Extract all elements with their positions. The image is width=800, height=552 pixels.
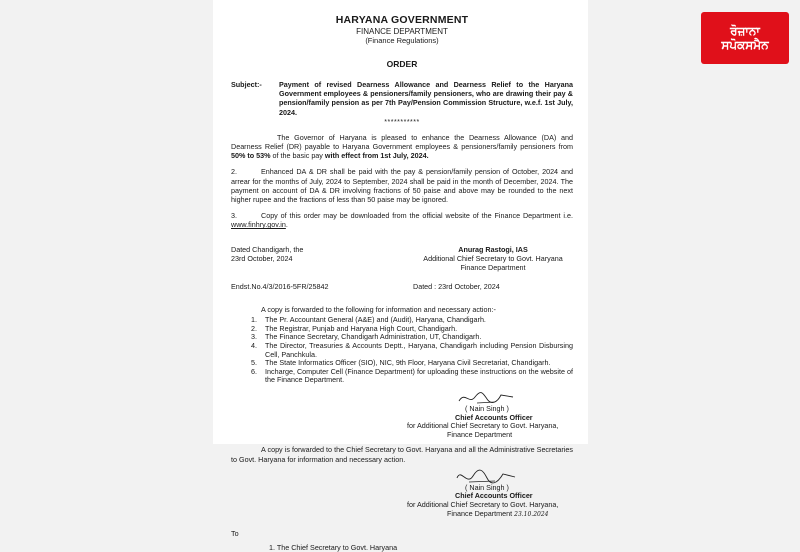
- officer-2-line-2: [407, 510, 573, 520]
- department-title: FINANCE DEPARTMENT: [356, 27, 448, 36]
- officer-block-2: [407, 468, 573, 519]
- officer-2-title: Chief Accounts Officer: [455, 491, 533, 501]
- list-item-number: 4.: [251, 341, 257, 351]
- list-item-number: 2.: [251, 323, 257, 333]
- list-item-number: 3.: [251, 332, 257, 342]
- government-title: HARYANA GOVERNMENT: [335, 14, 469, 26]
- dated-line-1: Dated Chandigarh, the: [231, 244, 304, 254]
- paragraph-1: [231, 133, 573, 161]
- p2-text: Enhanced DA & DR shall be paid with the pay & pension/family pension of October, 2024 and arrear for the months of July, 2024 to September, 2024 shall be paid in the month of December, 2024. The payment on account of DA & DR involving fractions of 50 paise and above may be rounded to the next higher rupee and the fractions of less than 50 paise may be ignored.: [231, 167, 573, 205]
- signatory-designation: Additional Chief Secretary to Govt. Haryana: [423, 253, 563, 263]
- document-body: [231, 0, 573, 552]
- list-item: [231, 342, 573, 359]
- logo-line-2: ਸਪੋਕਸਮੈਨ: [721, 38, 769, 52]
- list-item-text: The Finance Secretary, Chandigarh Administration, UT, Chandigarh.: [265, 332, 482, 342]
- p1-start: The Governor of Haryana is pleased to enhance the Dearness Allowance (DA) and Dearness Relief (DR) payable to Haryana Government employees & pensioners/family pensioners from: [231, 132, 573, 152]
- list-item-text: The Director, Treasuries & Accounts Deptt., Haryana, Chandigarh including Pension Disbursing Cell, Panchkula.: [265, 341, 573, 359]
- officer-1-title: Chief Accounts Officer: [455, 412, 533, 422]
- to-label: To: [231, 529, 239, 539]
- list-item: [231, 368, 573, 385]
- signatory-block: [413, 245, 573, 273]
- copy-intro: A copy is forwarded to the following for information and necessary action:-: [261, 305, 496, 315]
- officer-2-name: ( Nain Singh ): [465, 482, 509, 492]
- handwritten-signature-1: [407, 389, 573, 405]
- signatory-dept: Finance Department: [460, 263, 526, 273]
- subject-block: [231, 80, 573, 117]
- signature-icon: [457, 389, 517, 407]
- p3-number: 3.: [231, 211, 237, 221]
- paragraph-3: [231, 211, 573, 229]
- document-page: [213, 0, 588, 552]
- dated-line-2: 23rd October, 2024: [231, 253, 293, 263]
- subject-text: Payment of revised Dearness Allowance and Dearness Relief to the Haryana Government employees & pensioners/family pensioners, who are drawing their pay & pension/family pension as per 7th Pay/Pension Commission Structure, w.e.f. 1st July, 2024.: [279, 80, 573, 117]
- logo-line-1: ਰੋਜ਼ਾਨਾ: [730, 24, 760, 38]
- endorsement-number: Endst.No.4/3/2016-5FR/25842: [231, 282, 329, 292]
- separator-stars: ***********: [384, 118, 420, 126]
- p1-bold-rate: 50% to 53%: [231, 151, 271, 161]
- signature-icon: [455, 468, 517, 486]
- officer-1-name: ( Nain Singh ): [465, 404, 509, 413]
- left-margin: [0, 0, 213, 444]
- p1-mid: of the basic pay: [270, 151, 325, 161]
- copy-forward-2: A copy is forwarded to the Chief Secretary to Govt. Haryana and all the Administrative Secretaries to Govt. Haryana for information and necessary action.: [231, 445, 573, 464]
- copy-list: [231, 316, 573, 385]
- signatory-name: Anurag Rastogi, IAS: [458, 244, 528, 254]
- p3-end: .: [285, 220, 288, 230]
- paragraph-2: [231, 167, 573, 204]
- endorsement-row: [231, 282, 573, 291]
- list-item-text: The State Informatics Officer (SIO), NIC, 9th Floor, Haryana Civil Secretariat, Chandigarh.: [265, 358, 551, 368]
- officer-2-dept: Finance Department: [447, 508, 513, 518]
- news-logo: [701, 12, 789, 64]
- officer-1-line-1: for Additional Chief Secretary to Govt. Haryana,: [407, 421, 559, 431]
- p3-text: Copy of this order may be downloaded from the official website of the Finance Department i.e.: [261, 211, 573, 221]
- list-item-number: 5.: [251, 358, 257, 368]
- right-margin: [587, 0, 800, 444]
- to-item-1: 1. The Chief Secretary to Govt. Haryana: [269, 543, 398, 552]
- handwritten-date: 23.10.2024: [514, 510, 549, 518]
- list-item-text: Incharge, Computer Cell (Finance Department) for uploading these instructions on the website of the Finance Department.: [265, 366, 573, 385]
- officer-1-line-2: Finance Department: [447, 429, 513, 439]
- section-title: (Finance Regulations): [365, 36, 439, 45]
- endorsement-date: Dated : 23rd October, 2024: [413, 282, 500, 292]
- dated-block: [231, 245, 303, 273]
- website-link[interactable]: www.finhry.gov.in: [231, 220, 286, 230]
- list-item-text: The Registrar, Punjab and Haryana High Court, Chandigarh.: [265, 323, 458, 333]
- list-item-text: The Pr. Accountant General (A&E) and (Audit), Haryana, Chandigarh.: [265, 315, 486, 325]
- officer-2-line-1: for Additional Chief Secretary to Govt. Haryana,: [407, 499, 559, 509]
- order-title: ORDER: [386, 59, 418, 69]
- document-header: [231, 14, 573, 69]
- p2-number: 2.: [231, 167, 237, 177]
- handwritten-signature-2: [407, 468, 573, 484]
- p1-bold-date: with effect from 1st July, 2024.: [324, 151, 429, 161]
- subject-label: Subject:-: [231, 80, 262, 89]
- list-item-number: 6.: [251, 366, 257, 376]
- signature-row: [231, 245, 573, 273]
- list-item-number: 1.: [251, 315, 257, 325]
- officer-block-1: [407, 389, 573, 439]
